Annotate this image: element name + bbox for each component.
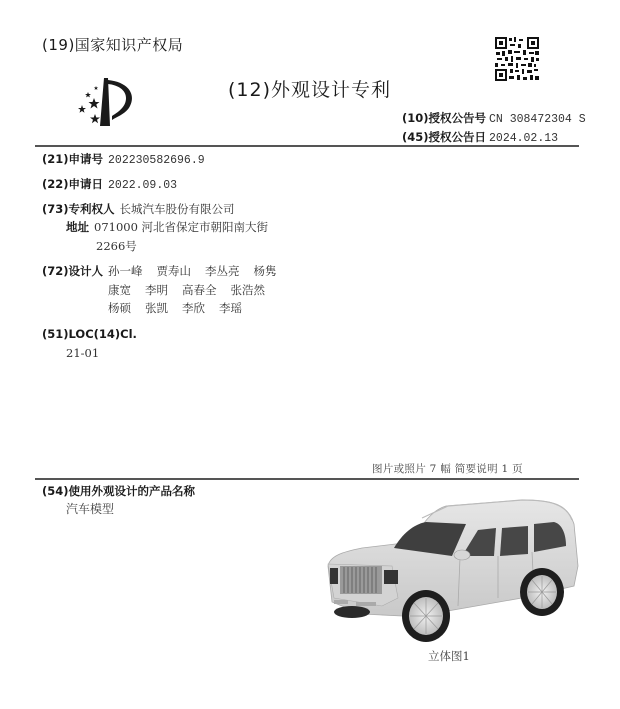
- designer-row-1: [108, 262, 291, 281]
- cnipa-logo-icon: [70, 76, 142, 128]
- field-label: 专利权人: [68, 202, 115, 216]
- figure-caption: 立体图1: [428, 649, 470, 663]
- designer-name: 李欣: [182, 301, 205, 315]
- designer-name: 张浩然: [230, 283, 265, 297]
- field-code: (21): [42, 152, 69, 166]
- office-name: 国家知识产权局: [74, 36, 184, 54]
- field-code: (72): [42, 264, 69, 278]
- figure-summary: 图片或照片 7 幅 简要说明 1 页: [372, 463, 523, 475]
- field-code: (51): [42, 327, 69, 341]
- field-value: 长城汽车股份有限公司: [119, 202, 235, 216]
- publication-number-code: (10): [402, 111, 429, 125]
- address: [66, 218, 268, 237]
- designer-row-2: [108, 281, 279, 300]
- field-code: (73): [42, 202, 69, 216]
- product-name-value: 汽车模型: [66, 502, 115, 516]
- publication-number: [402, 110, 586, 126]
- doc-type-code: (12): [228, 79, 272, 101]
- publication-date: [402, 129, 558, 145]
- publication-date-code: (45): [402, 130, 429, 144]
- patentee: [42, 200, 235, 219]
- office-code: (19): [42, 36, 75, 54]
- designer-name: 高春全: [182, 283, 217, 297]
- product-name-heading: [42, 482, 195, 501]
- publication-number-label: 授权公告号: [428, 111, 487, 125]
- loc-value: 21-01: [66, 346, 100, 360]
- designer-name: 贾寿山: [156, 264, 191, 278]
- designer-name: 李丛亮: [205, 264, 240, 278]
- field-value: 2022.09.03: [108, 179, 178, 192]
- designer-name: 张凯: [145, 301, 168, 315]
- qr-code-icon: [494, 36, 540, 82]
- field-code: (54): [42, 484, 69, 498]
- field-label: 使用外观设计的产品名称: [68, 484, 196, 498]
- field-label: 申请号: [68, 152, 104, 166]
- designer-name: 杨硕: [108, 301, 131, 315]
- designer-name: 孙一峰: [108, 264, 143, 278]
- address-line-1: 071000 河北省保定市朝阳南大街: [94, 220, 269, 234]
- designer-name: 李明: [145, 283, 168, 297]
- doc-type: 外观设计专利: [271, 79, 392, 101]
- designers: [42, 262, 103, 281]
- document-title: [228, 75, 391, 102]
- header-divider: [35, 145, 579, 147]
- field-value: 202230582696.9: [108, 154, 205, 167]
- publication-date-value: 2024.02.13: [489, 132, 559, 145]
- publication-date-label: 授权公告日: [428, 130, 487, 144]
- loc-classification: [42, 325, 137, 344]
- application-number: [42, 150, 205, 170]
- field-label: LOC(14)Cl.: [68, 327, 137, 341]
- publication-number-value: CN 308472304 S: [489, 113, 586, 126]
- designer-name: 康宽: [108, 283, 131, 297]
- designer-name: 李瑶: [219, 301, 242, 315]
- designer-row-3: [108, 299, 256, 318]
- field-label: 申请日: [68, 177, 104, 191]
- field-code: (22): [42, 177, 69, 191]
- designer-name: 杨隽: [253, 264, 277, 278]
- car-perspective-image: [322, 494, 584, 644]
- field-label: 设计人: [68, 264, 104, 278]
- application-date: [42, 175, 177, 195]
- section-divider: [35, 478, 579, 480]
- address-line-2: 2266号: [96, 239, 137, 253]
- field-label: 地址: [66, 220, 89, 234]
- office-heading: [42, 34, 183, 55]
